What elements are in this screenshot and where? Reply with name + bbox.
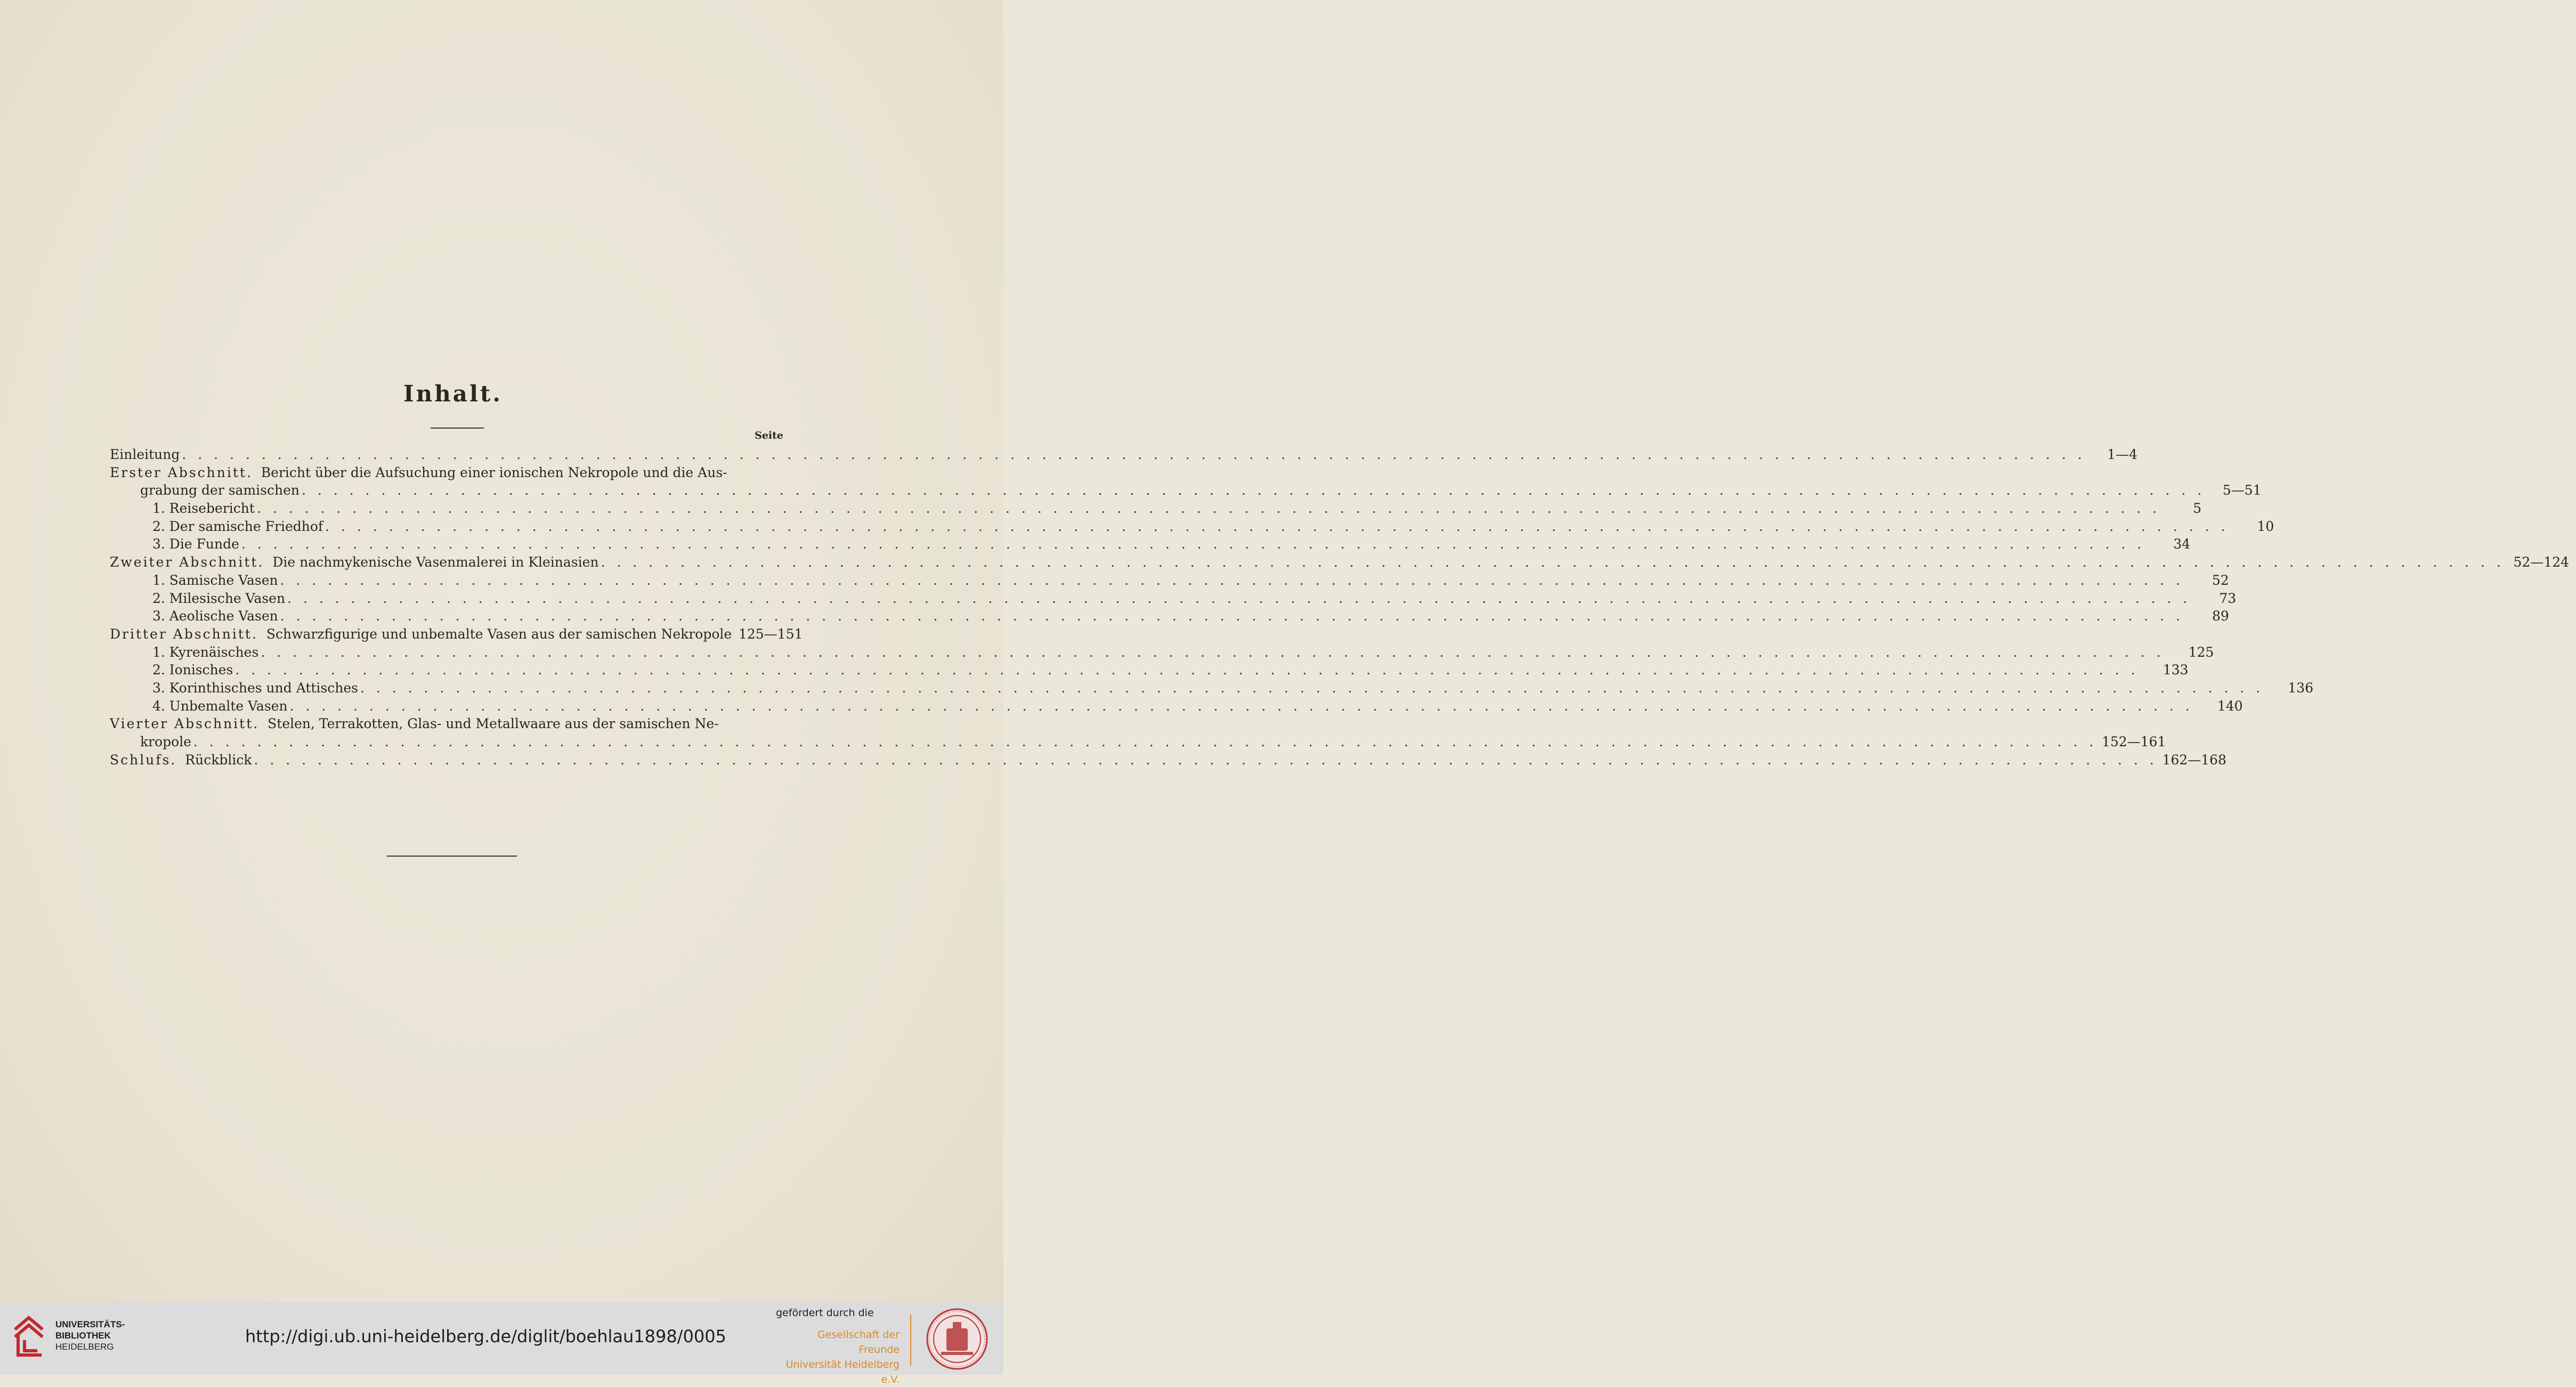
sponsor-line-2: Universität Heidelberg e.V.	[785, 1359, 900, 1385]
library-line-3: HEIDELBERG	[55, 1342, 114, 1352]
toc-section-lead: Schlufs.	[110, 752, 177, 768]
toc-page-number: 34	[2173, 536, 2191, 552]
toc-page-number: 89	[2212, 608, 2229, 624]
toc-entry-title	[110, 625, 732, 643]
toc-entry-title	[152, 661, 233, 679]
toc-page-number: 136	[2288, 680, 2314, 696]
toc-leader-dots: . . . . . . . . . . . . . . . . . . . . . . . . . . . . . . . . . . . . . . . . . . . . . . . . . . . . . . . . . . . . . . . . . . . . . . . . . . . . . . . . . . . . . . . . . . . . . . . . . . . . . . . . . . . . . . . . . . . . . . . .	[280, 608, 2184, 624]
toc-entry-title	[152, 679, 358, 697]
library-name	[55, 1319, 125, 1352]
toc-entry-text: 2. Milesische Vasen	[152, 590, 286, 606]
toc-row	[110, 697, 2243, 715]
toc-row	[110, 751, 2226, 769]
toc-leader-dots: . . . . . . . . . . . . . . . . . . . . . . . . . . . . . . . . . . . . . . . . . . . . . . . . . . . . . . . . . . . . . . . . . . . . . . . . . . . . . . . . . . . . . . . . . . . . . . . . . . . . . . . . . . . . . . . . . . . . . . . .	[601, 554, 2505, 570]
toc-row	[110, 499, 2202, 518]
toc-entry-text: 3. Korinthisches und Attisches	[152, 680, 358, 696]
toc-entry-text: 3. Aeolische Vasen	[152, 608, 278, 624]
toc-row	[110, 715, 798, 733]
toc-row	[110, 481, 2262, 499]
toc-page-number: 125	[2188, 644, 2214, 660]
toc-entry-text: 1. Reisebericht	[152, 501, 255, 517]
toc-entry-title	[140, 481, 299, 499]
toc-row	[110, 464, 798, 482]
footer-divider	[910, 1315, 911, 1366]
toc-entry-text: 2. Der samische Friedhof	[152, 518, 323, 534]
toc-page-number: 52	[2212, 572, 2229, 588]
toc-page-number: 10	[2257, 518, 2274, 534]
toc-row	[110, 661, 2189, 679]
toc-entry-title	[110, 751, 252, 769]
toc-leader-dots: . . . . . . . . . . . . . . . . . . . . . . . . . . . . . . . . . . . . . . . . . . . . . . . . . . . . . . . . . . . . . . . . . . . . . . . . . . . . . . . . . . . . . . . . . . . . . . . . . . . . . . . . . . . . . . . . . . . . . . . .	[235, 662, 2139, 678]
toc-entry-title	[152, 643, 258, 662]
toc-row	[110, 607, 2229, 625]
toc-entry-text: grabung der samischen	[140, 482, 299, 498]
toc-entry-text: 2. Ionisches	[152, 662, 233, 678]
toc-leader-dots: . . . . . . . . . . . . . . . . . . . . . . . . . . . . . . . . . . . . . . . . . . . . . . . . . . . . . . . . . . . . . . . . . . . . . . . . . . . . . . . . . . . . . . . . . . . . . . . . . . . . . . . . . . . . . . . . . . . . . . . .	[280, 572, 2184, 588]
toc-page-number: 140	[2217, 698, 2243, 714]
sponsor-intro: gefördert durch die	[776, 1307, 874, 1319]
toc-leader-dots: . . . . . . . . . . . . . . . . . . . . . . . . . . . . . . . . . . . . . . . . . . . . . . . . . . . . . . . . . . . . . . . . . . . . . . . . . . . . . . . . . . . . . . . . . . . . . . . . . . . . . . . . . . . . . . . . . . . . . . . .	[301, 482, 2206, 498]
toc-page-number: 1—4	[2107, 447, 2138, 462]
closing-rule	[387, 856, 517, 857]
toc-entry-text: kropole	[140, 734, 191, 749]
title-rule	[431, 428, 484, 429]
toc-entry-text: Einleitung	[110, 447, 180, 462]
ub-heidelberg-logo-icon	[11, 1313, 48, 1358]
toc-leader-dots: . . . . . . . . . . . . . . . . . . . . . . . . . . . . . . . . . . . . . . . . . . . . . . . . . . . . . . . . . . . . . . . . . . . . . . . . . . . . . . . . . . . . . . . . . . . . . . . . . . . . . . . . . . . . . . . . . . . . . . . .	[193, 734, 2097, 749]
toc-entry-text: Bericht über die Aufsuchung einer ionischen Nekropole und die Aus-	[261, 464, 727, 480]
toc-entry-text: 3. Die Funde	[152, 536, 239, 552]
toc-leader-dots: . . . . . . . . . . . . . . . . . . . . . . . . . . . . . . . . . . . . . . . . . . . . . . . . . . . . . . . . . . . . . . . . . . . . . . . . . . . . . . . . . . . . . . . . . . . . . . . . . . . . . . . . . . . . . . . . . . . . . . . .	[254, 752, 2158, 768]
toc-entry-title	[152, 535, 239, 553]
toc-entry-title	[110, 464, 727, 482]
toc-row	[110, 733, 2166, 751]
toc-page-number: 5—51	[2222, 482, 2262, 498]
toc-leader-dots: . . . . . . . . . . . . . . . . . . . . . . . . . . . . . . . . . . . . . . . . . . . . . . . . . . . . . . . . . . . . . . . . . . . . . . . . . . . . . . . . . . . . . . . . . . . . . . . . . . . . . . . . . . . . . . . . . . . . . . . .	[360, 680, 2264, 696]
toc-page-number: 152—161	[2102, 734, 2166, 749]
toc-entry-title	[110, 553, 599, 571]
toc-row	[110, 446, 2138, 464]
toc-entry-title	[110, 446, 180, 464]
toc-leader-dots: . . . . . . . . . . . . . . . . . . . . . . . . . . . . . . . . . . . . . . . . . . . . . . . . . . . . . . . . . . . . . . . . . . . . . . . . . . . . . . . . . . . . . . . . . . . . . . . . . . . . . . . . . . . . . . . . . . . . . . . .	[256, 501, 2161, 517]
toc-entry-text: 4. Unbemalte Vasen	[152, 698, 288, 714]
library-line-1: UNIVERSITÄTS-	[55, 1319, 125, 1329]
toc-leader-dots: . . . . . . . . . . . . . . . . . . . . . . . . . . . . . . . . . . . . . . . . . . . . . . . . . . . . . . . . . . . . . . . . . . . . . . . . . . . . . . . . . . . . . . . . . . . . . . . . . . . . . . . . . . . . . . . . . . . . . . . .	[261, 644, 2165, 660]
toc-leader-dots: . . . . . . . . . . . . . . . . . . . . . . . . . . . . . . . . . . . . . . . . . . . . . . . . . . . . . . . . . . . . . . . . . . . . . . . . . . . . . . . . . . . . . . . . . . . . . . . . . . . . . . . . . . . . . . . . . . . . . . . .	[287, 590, 2191, 606]
toc-entry-title	[152, 571, 278, 590]
toc-row	[110, 590, 2237, 608]
page-title: Inhalt.	[403, 381, 503, 407]
toc-entry-text: 1. Samische Vasen	[152, 572, 278, 588]
toc-leader-dots: . . . . . . . . . . . . . . . . . . . . . . . . . . . . . . . . . . . . . . . . . . . . . . . . . . . . . . . . . . . . . . . . . . . . . . . . . . . . . . . . . . . . . . . . . . . . . . . . . . . . . . . . . . . . . . . . . . . . . . . .	[182, 447, 2086, 462]
toc-page-number: 162—168	[2162, 752, 2226, 768]
toc-leader-dots: . . . . . . . . . . . . . . . . . . . . . . . . . . . . . . . . . . . . . . . . . . . . . . . . . . . . . . . . . . . . . . . . . . . . . . . . . . . . . . . . . . . . . . . . . . . . . . . . . . . . . . . . . . . . . . . . . . . . . . . .	[325, 518, 2229, 534]
toc-entry-title	[152, 499, 255, 518]
university-seal-icon	[925, 1307, 989, 1371]
toc-entry-title	[152, 607, 278, 625]
toc-entry-text: Rückblick	[185, 752, 252, 768]
toc-section-lead: Zweiter Abschnitt.	[110, 554, 264, 570]
toc-page-number: 125—151	[738, 626, 803, 642]
toc-leader-dots: . . . . . . . . . . . . . . . . . . . . . . . . . . . . . . . . . . . . . . . . . . . . . . . . . . . . . . . . . . . . . . . . . . . . . . . . . . . . . . . . . . . . . . . . . . . . . . . . . . . . . . . . . . . . . . . . . . . . . . . .	[241, 536, 2145, 552]
toc-entry-text: 1. Kyrenäisches	[152, 644, 259, 660]
toc-entry-text: Schwarzfigurige und unbemalte Vasen aus der samischen Nekropole	[266, 626, 732, 642]
toc-page-number: 52—124	[2513, 554, 2570, 570]
toc-row	[110, 679, 2314, 697]
toc-page-number: 5	[2193, 501, 2202, 517]
toc-row	[110, 518, 2274, 536]
table-of-contents	[110, 446, 2570, 769]
toc-row	[110, 553, 2570, 571]
toc-page-number: 133	[2162, 662, 2189, 678]
sponsor-line-1: Gesellschaft der Freunde	[817, 1329, 900, 1356]
toc-entry-title	[152, 697, 288, 715]
toc-row	[110, 535, 2191, 553]
toc-row	[110, 643, 2214, 662]
toc-entry-title	[152, 518, 323, 536]
toc-entry-text: Die nachmykenische Vasenmalerei in Kleinasien	[272, 554, 599, 570]
digitization-footer	[0, 1302, 1003, 1385]
toc-row	[110, 571, 2229, 590]
toc-section-lead: Erster Abschnitt.	[110, 464, 253, 480]
toc-page-number: 73	[2219, 590, 2237, 606]
toc-row	[110, 625, 803, 643]
library-line-2: BIBLIOTHEK	[55, 1330, 111, 1341]
toc-entry-title	[152, 590, 285, 608]
toc-entry-title	[110, 715, 719, 733]
toc-entry-text: Stelen, Terrakotten, Glas- und Metallwaare aus der samischen Ne-	[268, 716, 719, 732]
toc-section-lead: Dritter Abschnitt.	[110, 626, 258, 642]
permalink-url[interactable]: http://digi.ub.uni-heidelberg.de/diglit/boehlau1898/0005	[245, 1326, 726, 1346]
toc-leader-dots: . . . . . . . . . . . . . . . . . . . . . . . . . . . . . . . . . . . . . . . . . . . . . . . . . . . . . . . . . . . . . . . . . . . . . . . . . . . . . . . . . . . . . . . . . . . . . . . . . . . . . . . . . . . . . . . . . . . . . . . .	[289, 698, 2193, 714]
sponsor-name	[781, 1327, 900, 1387]
toc-entry-title	[140, 733, 191, 751]
seite-column-label: Seite	[755, 430, 783, 441]
toc-section-lead: Vierter Abschnitt.	[110, 716, 260, 732]
